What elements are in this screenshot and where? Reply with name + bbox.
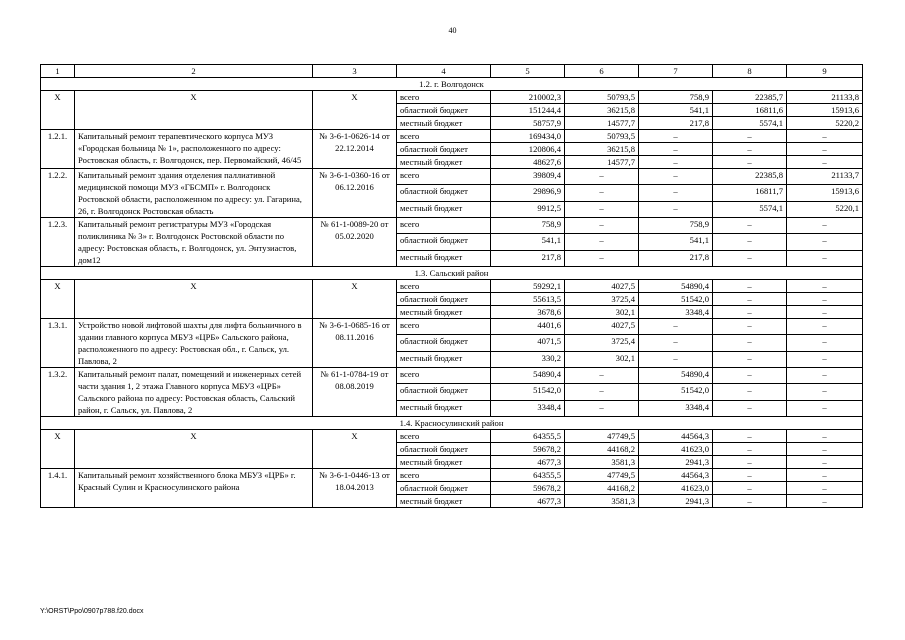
item-registration: № 3-6-1-0446-13 от 18.04.2013 <box>313 469 397 508</box>
amount-cell: 3348,4 <box>639 400 713 416</box>
amount-cell: 64355,5 <box>491 430 565 443</box>
funding-source-label: всего <box>397 319 491 335</box>
amount-cell: 120806,4 <box>491 143 565 156</box>
item-registration: № 61-1-0089-20 от 05.02.2020 <box>313 218 397 267</box>
amount-cell: – <box>787 280 863 293</box>
amount-cell: 44168,2 <box>565 482 639 495</box>
funding-source-label: областной бюджет <box>397 234 491 250</box>
funding-source-label: областной бюджет <box>397 384 491 400</box>
amount-cell: – <box>787 430 863 443</box>
funding-source-label: местный бюджет <box>397 495 491 508</box>
amount-cell: 16811,7 <box>713 185 787 201</box>
funding-source-label: всего <box>397 430 491 443</box>
amount-cell: – <box>639 335 713 351</box>
item-name: Капитальный ремонт палат, помещений и инженерных сетей части здания 1, 2 этажа Главного корпуса МБУЗ «ЦРБ» Сальского района по адресу: Ростовская область, Сальский район, г. Сальск, ул. Павлова, 2 <box>75 368 313 417</box>
funding-source-label: областной бюджет <box>397 185 491 201</box>
amount-cell: 64355,5 <box>491 469 565 482</box>
page-number: 40 <box>448 26 457 35</box>
item-name: Устройство новой лифтовой шахты для лифта больничного в здании главного корпуса МБУЗ «ЦРБ» Сальского района, расположенного по адресу: Ростовская обл., г. Сальск, ул. Павлова, 2 <box>75 319 313 368</box>
section-header-row <box>41 78 863 91</box>
item-name: Капитальный ремонт хозяйственного блока МБУЗ «ЦРБ» г. Красный Сулин и Красносулинского района <box>75 469 313 508</box>
amount-cell: – <box>713 456 787 469</box>
amount-cell: – <box>787 482 863 495</box>
amount-cell: 59678,2 <box>491 443 565 456</box>
funding-source-label: местный бюджет <box>397 250 491 266</box>
amount-cell: 2941,3 <box>639 456 713 469</box>
amount-cell: – <box>787 335 863 351</box>
amount-cell: – <box>713 306 787 319</box>
amount-cell: 16811,6 <box>713 104 787 117</box>
item-number: 1.4.1. <box>41 469 75 508</box>
item-registration: № 3-6-1-0626-14 от 22.12.2014 <box>313 130 397 169</box>
amount-cell: 3581,3 <box>565 495 639 508</box>
amount-cell: – <box>713 218 787 234</box>
amount-cell: – <box>565 400 639 416</box>
amount-cell: – <box>787 319 863 335</box>
program-table <box>40 64 863 508</box>
amount-cell: 758,9 <box>639 218 713 234</box>
amount-cell: 217,8 <box>639 250 713 266</box>
amount-cell: 58757,9 <box>491 117 565 130</box>
item-registration: X <box>313 280 397 319</box>
amount-cell: 541,1 <box>639 104 713 117</box>
table-row <box>41 280 863 293</box>
amount-cell: – <box>713 293 787 306</box>
col-header-1: 1 <box>41 65 75 78</box>
amount-cell: 758,9 <box>639 91 713 104</box>
item-registration: X <box>313 91 397 130</box>
amount-cell: 47749,5 <box>565 430 639 443</box>
amount-cell: 39809,4 <box>491 169 565 185</box>
amount-cell: – <box>639 201 713 217</box>
amount-cell: – <box>565 234 639 250</box>
item-registration: № 3-6-1-0685-16 от 08.11.2016 <box>313 319 397 368</box>
amount-cell: 15913,6 <box>787 104 863 117</box>
amount-cell: 210002,3 <box>491 91 565 104</box>
amount-cell: – <box>787 143 863 156</box>
amount-cell: – <box>787 400 863 416</box>
col-header-6: 6 <box>565 65 639 78</box>
col-header-3: 3 <box>313 65 397 78</box>
amount-cell: – <box>565 169 639 185</box>
funding-source-label: областной бюджет <box>397 143 491 156</box>
amount-cell: – <box>713 319 787 335</box>
amount-cell: – <box>713 482 787 495</box>
amount-cell: 217,8 <box>491 250 565 266</box>
amount-cell: – <box>565 250 639 266</box>
amount-cell: 36215,8 <box>565 104 639 117</box>
col-header-2: 2 <box>75 65 313 78</box>
amount-cell: 4071,5 <box>491 335 565 351</box>
amount-cell: 51542,0 <box>639 293 713 306</box>
amount-cell: – <box>787 368 863 384</box>
amount-cell: – <box>713 400 787 416</box>
amount-cell: 50793,5 <box>565 130 639 143</box>
table-row <box>41 218 863 234</box>
amount-cell: – <box>565 384 639 400</box>
amount-cell: – <box>787 293 863 306</box>
amount-cell: – <box>713 469 787 482</box>
amount-cell: 14577,7 <box>565 117 639 130</box>
funding-source-label: всего <box>397 218 491 234</box>
amount-cell: – <box>639 185 713 201</box>
section-header-row <box>41 417 863 430</box>
funding-source-label: всего <box>397 91 491 104</box>
amount-cell: 5220,1 <box>787 201 863 217</box>
item-name: Капитальный ремонт регистратуры МУЗ «Городская поликлиника № 3» г. Волгодонск Ростовской области по адресу: Ростовская область, г. Волгодонск, ул. Энтузиастов, дом12 <box>75 218 313 267</box>
col-header-4: 4 <box>397 65 491 78</box>
amount-cell: 4401,6 <box>491 319 565 335</box>
amount-cell: 302,1 <box>565 306 639 319</box>
funding-source-label: областной бюджет <box>397 104 491 117</box>
item-number: X <box>41 430 75 469</box>
amount-cell: 9912,5 <box>491 201 565 217</box>
funding-source-label: местный бюджет <box>397 117 491 130</box>
funding-source-label: местный бюджет <box>397 201 491 217</box>
amount-cell: 5574,1 <box>713 201 787 217</box>
funding-source-label: местный бюджет <box>397 456 491 469</box>
file-path-footer: Y:\ORST\Ppo\0907p788.f20.docx <box>40 608 144 615</box>
amount-cell: – <box>639 351 713 367</box>
amount-cell: – <box>713 143 787 156</box>
amount-cell: – <box>639 143 713 156</box>
amount-cell: 4677,3 <box>491 456 565 469</box>
amount-cell: – <box>565 185 639 201</box>
amount-cell: 151244,4 <box>491 104 565 117</box>
funding-source-label: местный бюджет <box>397 351 491 367</box>
amount-cell: 47749,5 <box>565 469 639 482</box>
amount-cell: – <box>713 430 787 443</box>
item-name: Капитальный ремонт здания отделения паллиативной медицинской помощи МУЗ «ГБСМП» г. Волгодонск Ростовской области, расположенном по адресу: ул. Гагарина, 26, г. Волгодонск Ростовская область <box>75 169 313 218</box>
item-number: 1.2.1. <box>41 130 75 169</box>
funding-source-label: местный бюджет <box>397 306 491 319</box>
amount-cell: – <box>787 250 863 266</box>
section-title: 1.2. г. Волгодонск <box>41 78 863 91</box>
amount-cell: 44564,3 <box>639 469 713 482</box>
funding-source-label: местный бюджет <box>397 400 491 416</box>
amount-cell: 3725,4 <box>565 293 639 306</box>
section-title: 1.4. Красносулинский район <box>41 417 863 430</box>
funding-source-label: всего <box>397 169 491 185</box>
amount-cell: 54890,4 <box>491 368 565 384</box>
amount-cell: 54890,4 <box>639 368 713 384</box>
item-number: 1.3.2. <box>41 368 75 417</box>
item-registration: № 3-6-1-0360-16 от 06.12.2016 <box>313 169 397 218</box>
item-number: 1.3.1. <box>41 319 75 368</box>
amount-cell: 22385,8 <box>713 169 787 185</box>
item-number: 1.2.3. <box>41 218 75 267</box>
amount-cell: 54890,4 <box>639 280 713 293</box>
amount-cell: – <box>565 218 639 234</box>
amount-cell: – <box>787 469 863 482</box>
amount-cell: 29896,9 <box>491 185 565 201</box>
funding-source-label: всего <box>397 368 491 384</box>
amount-cell: 59292,1 <box>491 280 565 293</box>
amount-cell: 55613,5 <box>491 293 565 306</box>
table-row <box>41 130 863 143</box>
column-number-row <box>41 65 863 78</box>
amount-cell: – <box>713 335 787 351</box>
amount-cell: – <box>787 306 863 319</box>
amount-cell: 169434,0 <box>491 130 565 143</box>
amount-cell: – <box>565 201 639 217</box>
item-number: X <box>41 280 75 319</box>
amount-cell: – <box>713 368 787 384</box>
amount-cell: 217,8 <box>639 117 713 130</box>
amount-cell: – <box>787 456 863 469</box>
amount-cell: 41623,0 <box>639 443 713 456</box>
amount-cell: – <box>713 250 787 266</box>
amount-cell: 14577,7 <box>565 156 639 169</box>
section-header-row <box>41 267 863 280</box>
amount-cell: – <box>713 280 787 293</box>
amount-cell: – <box>639 319 713 335</box>
amount-cell: 51542,0 <box>491 384 565 400</box>
amount-cell: 3725,4 <box>565 335 639 351</box>
amount-cell: 44564,3 <box>639 430 713 443</box>
amount-cell: 48627,6 <box>491 156 565 169</box>
funding-source-label: всего <box>397 130 491 143</box>
amount-cell: – <box>713 234 787 250</box>
amount-cell: – <box>639 169 713 185</box>
amount-cell: 758,9 <box>491 218 565 234</box>
amount-cell: – <box>713 156 787 169</box>
item-name: X <box>75 91 313 130</box>
amount-cell: 302,1 <box>565 351 639 367</box>
amount-cell: – <box>713 351 787 367</box>
amount-cell: 15913,6 <box>787 185 863 201</box>
amount-cell: 59678,2 <box>491 482 565 495</box>
amount-cell: – <box>639 156 713 169</box>
table-row <box>41 469 863 482</box>
col-header-9: 9 <box>787 65 863 78</box>
amount-cell: – <box>787 130 863 143</box>
amount-cell: – <box>713 384 787 400</box>
table-body <box>41 65 863 508</box>
table-row <box>41 91 863 104</box>
funding-source-label: всего <box>397 280 491 293</box>
amount-cell: 4677,3 <box>491 495 565 508</box>
amount-cell: – <box>787 218 863 234</box>
amount-cell: – <box>639 130 713 143</box>
amount-cell: 3678,6 <box>491 306 565 319</box>
table-row <box>41 169 863 185</box>
amount-cell: – <box>787 234 863 250</box>
amount-cell: 36215,8 <box>565 143 639 156</box>
table-row <box>41 368 863 384</box>
funding-source-label: областной бюджет <box>397 335 491 351</box>
table-row <box>41 319 863 335</box>
table-row <box>41 430 863 443</box>
item-name: Капитальный ремонт терапевтического корпуса МУЗ «Городская больница № 1», расположенного по адресу: Ростовская область, г. Волгодонск, пер. Первомайский, 46/45 <box>75 130 313 169</box>
item-number: X <box>41 91 75 130</box>
amount-cell: – <box>787 495 863 508</box>
amount-cell: – <box>787 384 863 400</box>
funding-source-label: местный бюджет <box>397 156 491 169</box>
amount-cell: 41623,0 <box>639 482 713 495</box>
amount-cell: 22385,7 <box>713 91 787 104</box>
amount-cell: 21133,7 <box>787 169 863 185</box>
item-registration: X <box>313 430 397 469</box>
amount-cell: 330,2 <box>491 351 565 367</box>
amount-cell: 3348,4 <box>491 400 565 416</box>
amount-cell: – <box>787 443 863 456</box>
item-registration: № 61-1-0784-19 от 08.08.2019 <box>313 368 397 417</box>
item-name: X <box>75 280 313 319</box>
amount-cell: 2941,3 <box>639 495 713 508</box>
amount-cell: – <box>787 156 863 169</box>
amount-cell: 3581,3 <box>565 456 639 469</box>
funding-source-label: областной бюджет <box>397 293 491 306</box>
amount-cell: 21133,8 <box>787 91 863 104</box>
amount-cell: 5574,1 <box>713 117 787 130</box>
col-header-7: 7 <box>639 65 713 78</box>
section-title: 1.3. Сальский район <box>41 267 863 280</box>
col-header-5: 5 <box>491 65 565 78</box>
funding-source-label: областной бюджет <box>397 482 491 495</box>
amount-cell: – <box>565 368 639 384</box>
amount-cell: 50793,5 <box>565 91 639 104</box>
amount-cell: 5220,2 <box>787 117 863 130</box>
amount-cell: 4027,5 <box>565 319 639 335</box>
amount-cell: – <box>713 495 787 508</box>
funding-source-label: областной бюджет <box>397 443 491 456</box>
amount-cell: – <box>713 130 787 143</box>
amount-cell: – <box>787 351 863 367</box>
amount-cell: 44168,2 <box>565 443 639 456</box>
item-name: X <box>75 430 313 469</box>
funding-source-label: всего <box>397 469 491 482</box>
amount-cell: 51542,0 <box>639 384 713 400</box>
amount-cell: 3348,4 <box>639 306 713 319</box>
col-header-8: 8 <box>713 65 787 78</box>
amount-cell: – <box>713 443 787 456</box>
amount-cell: 541,1 <box>639 234 713 250</box>
item-number: 1.2.2. <box>41 169 75 218</box>
amount-cell: 4027,5 <box>565 280 639 293</box>
amount-cell: 541,1 <box>491 234 565 250</box>
